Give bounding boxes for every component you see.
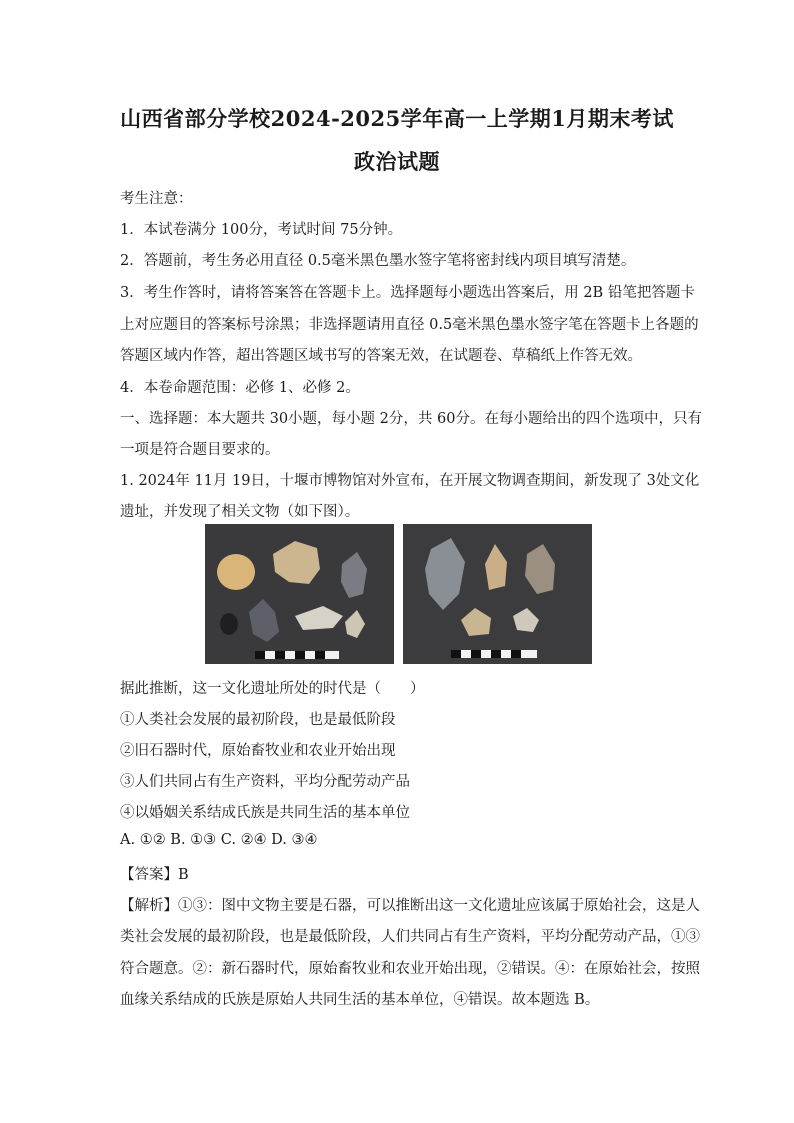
- section-instructions-cont: 一项是符合题目要求的。: [120, 442, 280, 458]
- exam-subject-title: 政治试题: [354, 149, 440, 174]
- notice-item-4: 4．本卷命题范围：必修 1、必修 2。: [120, 380, 360, 396]
- notice-item-3: 3．考生作答时，请将答案答在答题卡上。选择题每小题选出答案后，用 2B 铅笔把答题卡: [120, 285, 695, 301]
- question-1-stem-cont: 遗址，并发现了相关文物（如下图）。: [120, 504, 360, 520]
- answer-options: A. ①② B. ①③ C. ②④ D. ③④: [120, 832, 318, 848]
- question-1-stem: 1. 2024年 11月 19日，十堰市博物馆对外宣布，在开展文物调查期间，新发现了 3处文化: [120, 473, 700, 489]
- notice-item-3-cont-1: 上对应题目的答案标号涂黑；非选择题请用直径 0.5毫米黑色墨水签字笔在答题卡上各题的: [120, 317, 699, 333]
- statement-1: ①人类社会发展的最初阶段，也是最低阶段: [120, 712, 396, 728]
- artifact-photo-2: [403, 524, 592, 664]
- answer-label: 【答案】B: [120, 867, 189, 883]
- exam-title: 山西省部分学校2024-2025学年高一上学期1月期末考试: [120, 106, 674, 131]
- analysis-line-4: 血缘关系结成的氏族是原始人共同生活的基本单位，④错误。故本题选 B。: [120, 992, 600, 1008]
- analysis-line-3: 符合题意。②：新石器时代，原始畜牧业和农业开始出现，②错误。④：在原始社会，按照: [120, 961, 700, 977]
- notice-item-1: 1．本试卷满分 100分，考试时间 75分钟。: [120, 222, 403, 238]
- question-1-prompt: 据此推断，这一文化遗址所处的时代是（ ）: [120, 681, 425, 697]
- analysis-line-1: 【解析】①③：图中文物主要是石器，可以推断出这一文化遗址应该属于原始社会，这是人: [120, 898, 700, 914]
- analysis-line-2: 类社会发展的最初阶段，也是最低阶段，人们共同占有生产资料，平均分配劳动产品，①③: [120, 929, 700, 945]
- notice-heading: 考生注意：: [120, 191, 193, 207]
- notice-item-3-cont-2: 答题区域内作答，超出答题区域书写的答案无效，在试题卷、草稿纸上作答无效。: [120, 348, 642, 364]
- artifact-photo-1: [205, 524, 394, 664]
- section-instructions: 一、选择题：本大题共 30小题，每小题 2分，共 60分。在每小题给出的四个选项中，只有: [120, 411, 702, 427]
- notice-item-2: 2．答题前，考生务必用直径 0.5毫米黑色墨水签字笔将密封线内项目填写清楚。: [120, 253, 636, 269]
- statement-3: ③人们共同占有生产资料，平均分配劳动产品: [120, 774, 410, 790]
- statement-2: ②旧石器时代，原始畜牧业和农业开始出现: [120, 743, 396, 759]
- statement-4: ④以婚姻关系结成氏族是共同生活的基本单位: [120, 805, 410, 821]
